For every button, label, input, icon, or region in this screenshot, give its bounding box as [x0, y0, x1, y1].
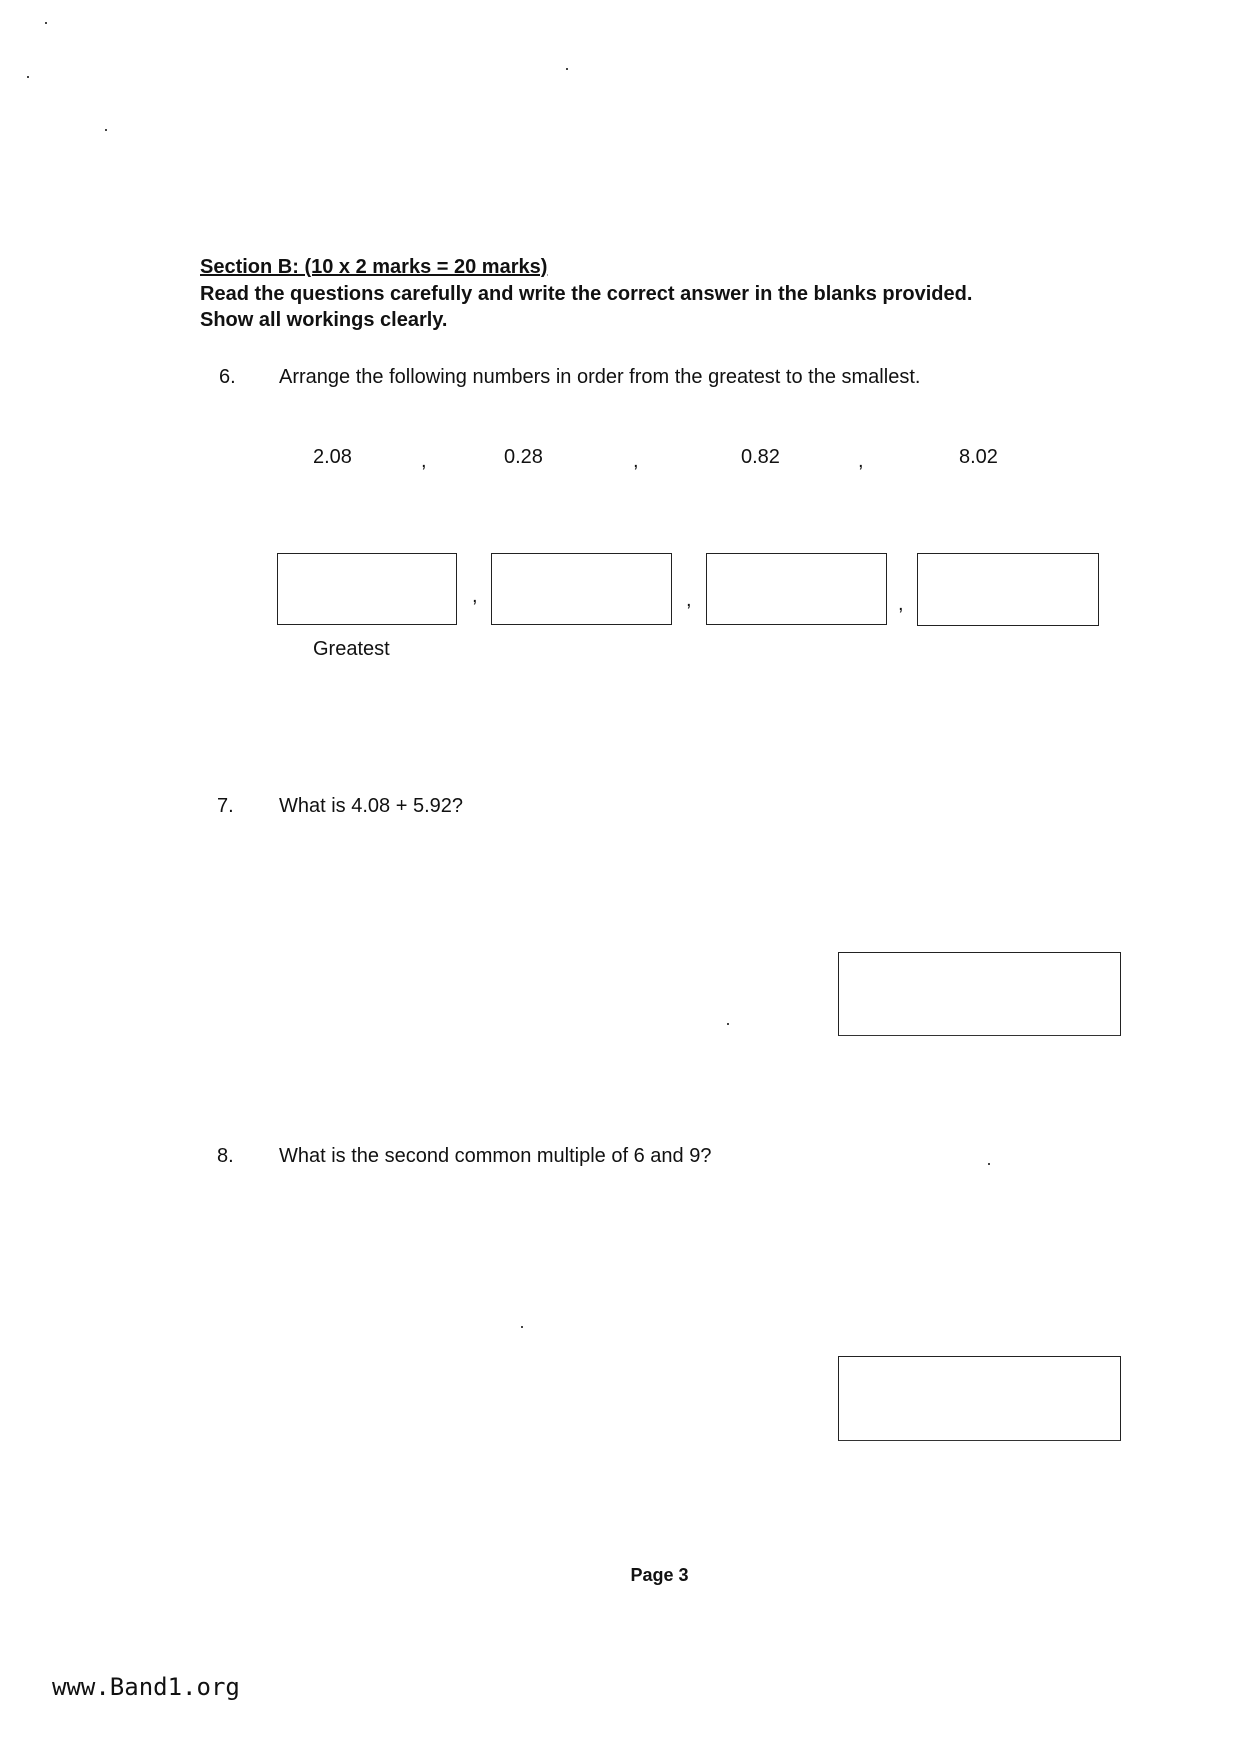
question-6-number: 6. [219, 366, 236, 388]
comma-separator: , [472, 585, 478, 607]
comma-separator: , [686, 589, 692, 611]
scan-speck [566, 68, 568, 70]
scan-speck [45, 22, 47, 24]
instruction-line-1: Read the questions carefully and write the correct answer in the blanks provided. [200, 283, 973, 305]
number-option: 0.82 [741, 446, 780, 468]
order-answer-box-2[interactable] [491, 553, 672, 625]
number-option: 0.28 [504, 446, 543, 468]
number-option: 8.02 [959, 446, 998, 468]
scan-speck [27, 76, 29, 78]
comma-separator: , [898, 593, 904, 615]
page-number: Page 3 [630, 1565, 689, 1585]
order-answer-box-3[interactable] [706, 553, 887, 625]
order-answer-box-4[interactable] [917, 553, 1099, 626]
greatest-label: Greatest [313, 638, 390, 660]
instruction-line-2: Show all workings clearly. [200, 309, 448, 331]
question-7-answer-box[interactable] [838, 952, 1121, 1036]
comma-separator: , [421, 450, 427, 472]
order-answer-box-1[interactable] [277, 553, 457, 625]
number-option: 2.08 [313, 446, 352, 468]
question-8-text: What is the second common multiple of 6 and 9? [279, 1145, 712, 1167]
question-8-number: 8. [217, 1145, 234, 1167]
question-8-answer-box[interactable] [838, 1356, 1121, 1441]
question-6-text: Arrange the following numbers in order from the greatest to the smallest. [279, 366, 921, 388]
section-heading: Section B: (10 x 2 marks = 20 marks) [200, 256, 548, 278]
scan-speck [727, 1023, 729, 1025]
scan-speck [521, 1326, 523, 1328]
comma-separator: , [858, 450, 864, 472]
scan-speck [105, 129, 107, 131]
question-7-text: What is 4.08 + 5.92? [279, 795, 464, 817]
question-7-number: 7. [217, 795, 234, 817]
footer-url: www.Band1.org [52, 1673, 240, 1701]
scan-speck [988, 1163, 990, 1165]
comma-separator: , [633, 450, 639, 472]
